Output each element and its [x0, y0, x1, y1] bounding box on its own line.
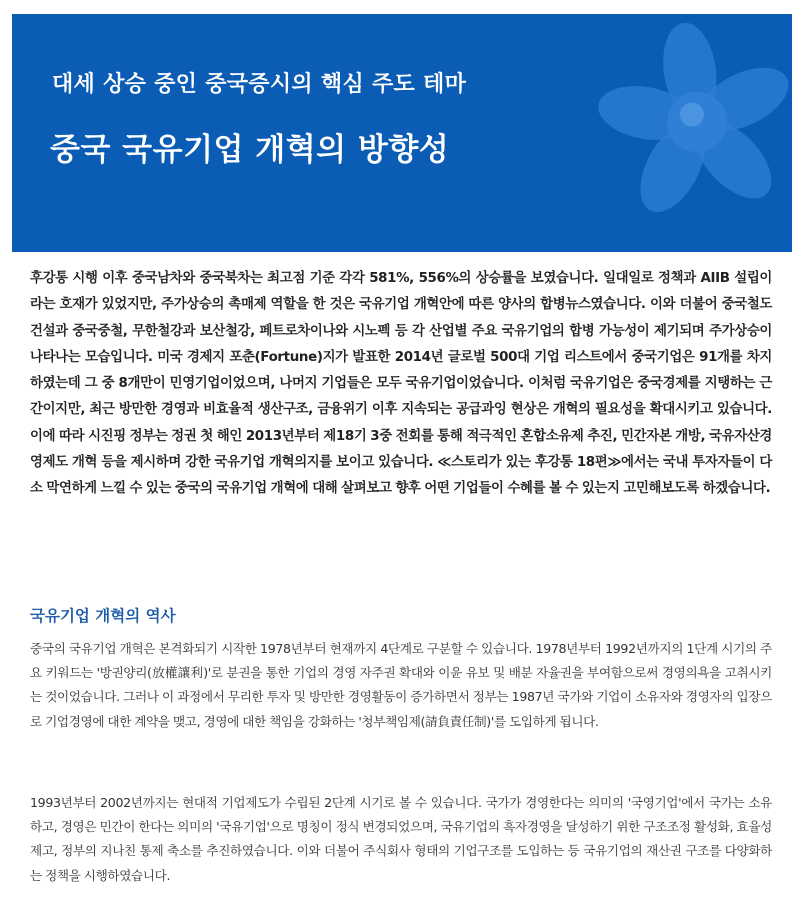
- body-paragraph-1: 중국의 국유기업 개혁은 본격화되기 시작한 1978년부터 현재까지 4단계로 구분할 수 있습니다. 1978년부터 1992년까지의 1단계 시기의 주요 키워드는 '방권양리(放權讓利)'로 분권을 통한 기업의 경영 자주권 확대와 이윤 유보 및 배분 자율권을 부여함으로써 경영의욕을 고취시키는 것이었습니다. 그러나 이 과정에서 무리한 투자 및 방만한 경영활동이 증가하면서 정부는 1987년 국가와 기업이 소유자와 경영자의 입장으로 기업경영에 대한 계약을 맺고, 경영에 대한 책임을 강화하는 '청부책임제(請負責任制)'를 도입하게 됩니다.: [30, 641, 772, 729]
- flower-icon: [592, 14, 792, 252]
- body-paragraph-2: 1993년부터 2002년까지는 현대적 기업제도가 수립된 2단계 시기로 볼 수 있습니다. 국가가 경영한다는 의미의 '국영기업'에서 국가는 소유하고, 경영은 민간이 한다는 의미의 '국유기업'으로 명칭이 정식 변경되었으며, 국유기업의 흑자경영을 달성하기 위한 구조조정 활성화, 효율성 제고, 정부의 지나친 통제 축소를 추진하였습니다. 이와 더불어 주식회사 형태의 기업구조를 도입하는 등 국유기업의 재산권 구조를 다양화하는 정책을 시행하였습니다.: [30, 795, 772, 883]
- section-heading: 국유기업 개혁의 역사: [30, 607, 176, 625]
- intro-paragraph: 후강통 시행 이후 중국남차와 중국북차는 최고점 기준 각각 581%, 556%의 상승률을 보였습니다. 일대일로 정책과 AIIB 설립이라는 호재가 있었지만, 주가상승의 촉매제 역할을 한 것은 국유기업 개혁안에 따른 양사의 합병뉴스였습니다. 이와 더불어 중국철도건설과 중국중철, 무한철강과 보산철강, 페트로차이나와 시노펙 등 각 산업별 주요 국유기업의 합병 가능성이 제기되며 주가상승이 나타나는 모습입니다. 미국 경제지 포춘(Fortune)지가 발표한 2014년 글로벌 500대 기업 리스트에서 중국기업은 91개를 차지하였는데 그 중 8개만이 민영기업이었으며, 나머지 기업들은 모두 국유기업이었습니다. 이처럼 국유기업은 중국경제를 지탱하는 근간이지만, 최근 방만한 경영과 비효율적 생산구조, 금융위기 이후 지속되는 공급과잉 현상은 개혁의 필요성을 확대시키고 있습니다. 이에 따라 시진핑 정부는 정권 첫 해인 2013년부터 제18기 3중 전회를 통해 적극적인 혼합소유제 추진, 민간자본 개방, 국유자산경영제도 개혁 등을 제시하며 강한 국유기업 개혁의지를 보이고 있습니다. ≪스토리가 있는 후강통 18편≫에서는 국내 투자자들이 다소 막연하게 느낄 수 있는 중국의 국유기업 개혁에 대해 살펴보고 향후 어떤 기업들이 수혜를 볼 수 있는지 고민해보도록 하겠습니다.: [30, 271, 772, 497]
- banner-title: 중국 국유기업 개혁의 방향성: [50, 132, 450, 168]
- header-banner: [12, 14, 792, 252]
- banner-subtitle: 대세 상승 중인 중국증시의 핵심 주도 테마: [52, 71, 467, 97]
